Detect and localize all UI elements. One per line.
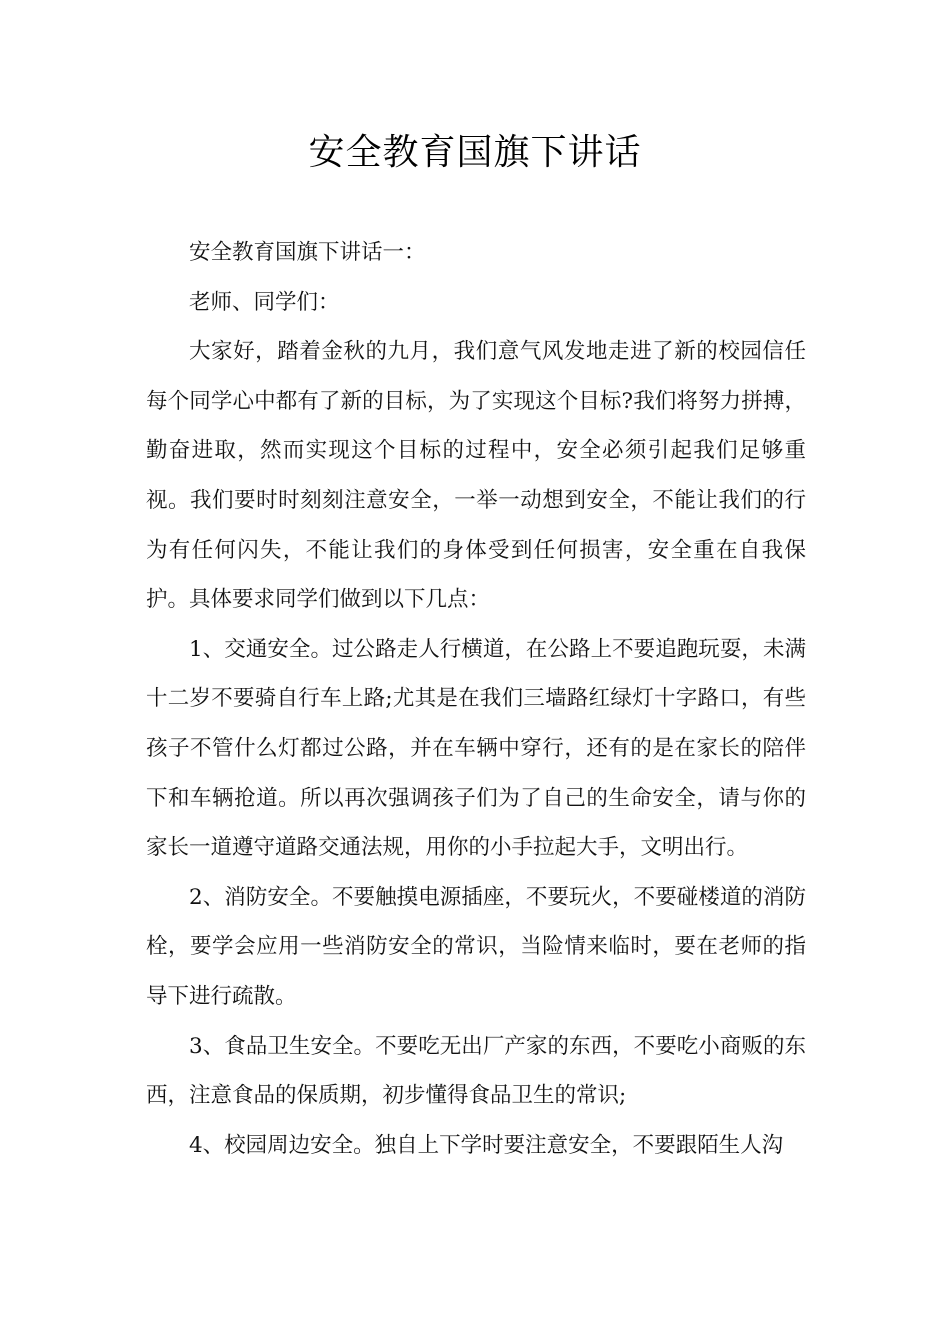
document-title: 安全教育国旗下讲话	[308, 132, 642, 173]
paragraph-intro: 大家好，踏着金秋的九月，我们意气风发地走进了新的校园信任每个同学心中都有了新的目标，为了实现这个目标?我们将努力拼搏，勤奋进取，然而实现这个目标的过程中，安全必须引起我们足够重视。我们要时时刻刻注意安全，一举一动想到安全，不能让我们的行为有任何闪失，不能让我们的身体受到任何损害，安全重在自我保护。具体要求同学们做到以下几点：	[146, 339, 806, 613]
paragraph-salutation: 老师、同学们：	[189, 289, 340, 315]
paragraph-traffic-safety: 1、交通安全。过公路走人行横道，在公路上不要追跑玩耍，未满十二岁不要骑自行车上路;尤其是在我们三墙路红绿灯十字路口，有些孩子不管什么灯都过公路，并在车辆中穿行，还有的是在家长的陪伴下和车辆抢道。所以再次强调孩子们为了自己的生命安全，请与你的家长一道遵守道路交通法规，用你的小手拉起大手，文明出行。	[146, 636, 806, 861]
paragraph-fire-safety: 2、消防安全。不要触摸电源插座，不要玩火，不要碰楼道的消防栓，要学会应用一些消防安全的常识，当险情来临时，要在老师的指导下进行疏散。	[146, 884, 806, 1009]
paragraph-campus-safety: 4、校园周边安全。独自上下学时要注意安全，不要跟陌生人沟	[189, 1132, 784, 1158]
document-body	[146, 228, 806, 1170]
paragraph-heading: 安全教育国旗下讲话一：	[189, 240, 426, 265]
paragraph-food-safety: 3、食品卫生安全。不要吃无出厂产家的东西，不要吃小商贩的东西，注意食品的保质期，初步懂得食品卫生的常识;	[146, 1033, 806, 1109]
